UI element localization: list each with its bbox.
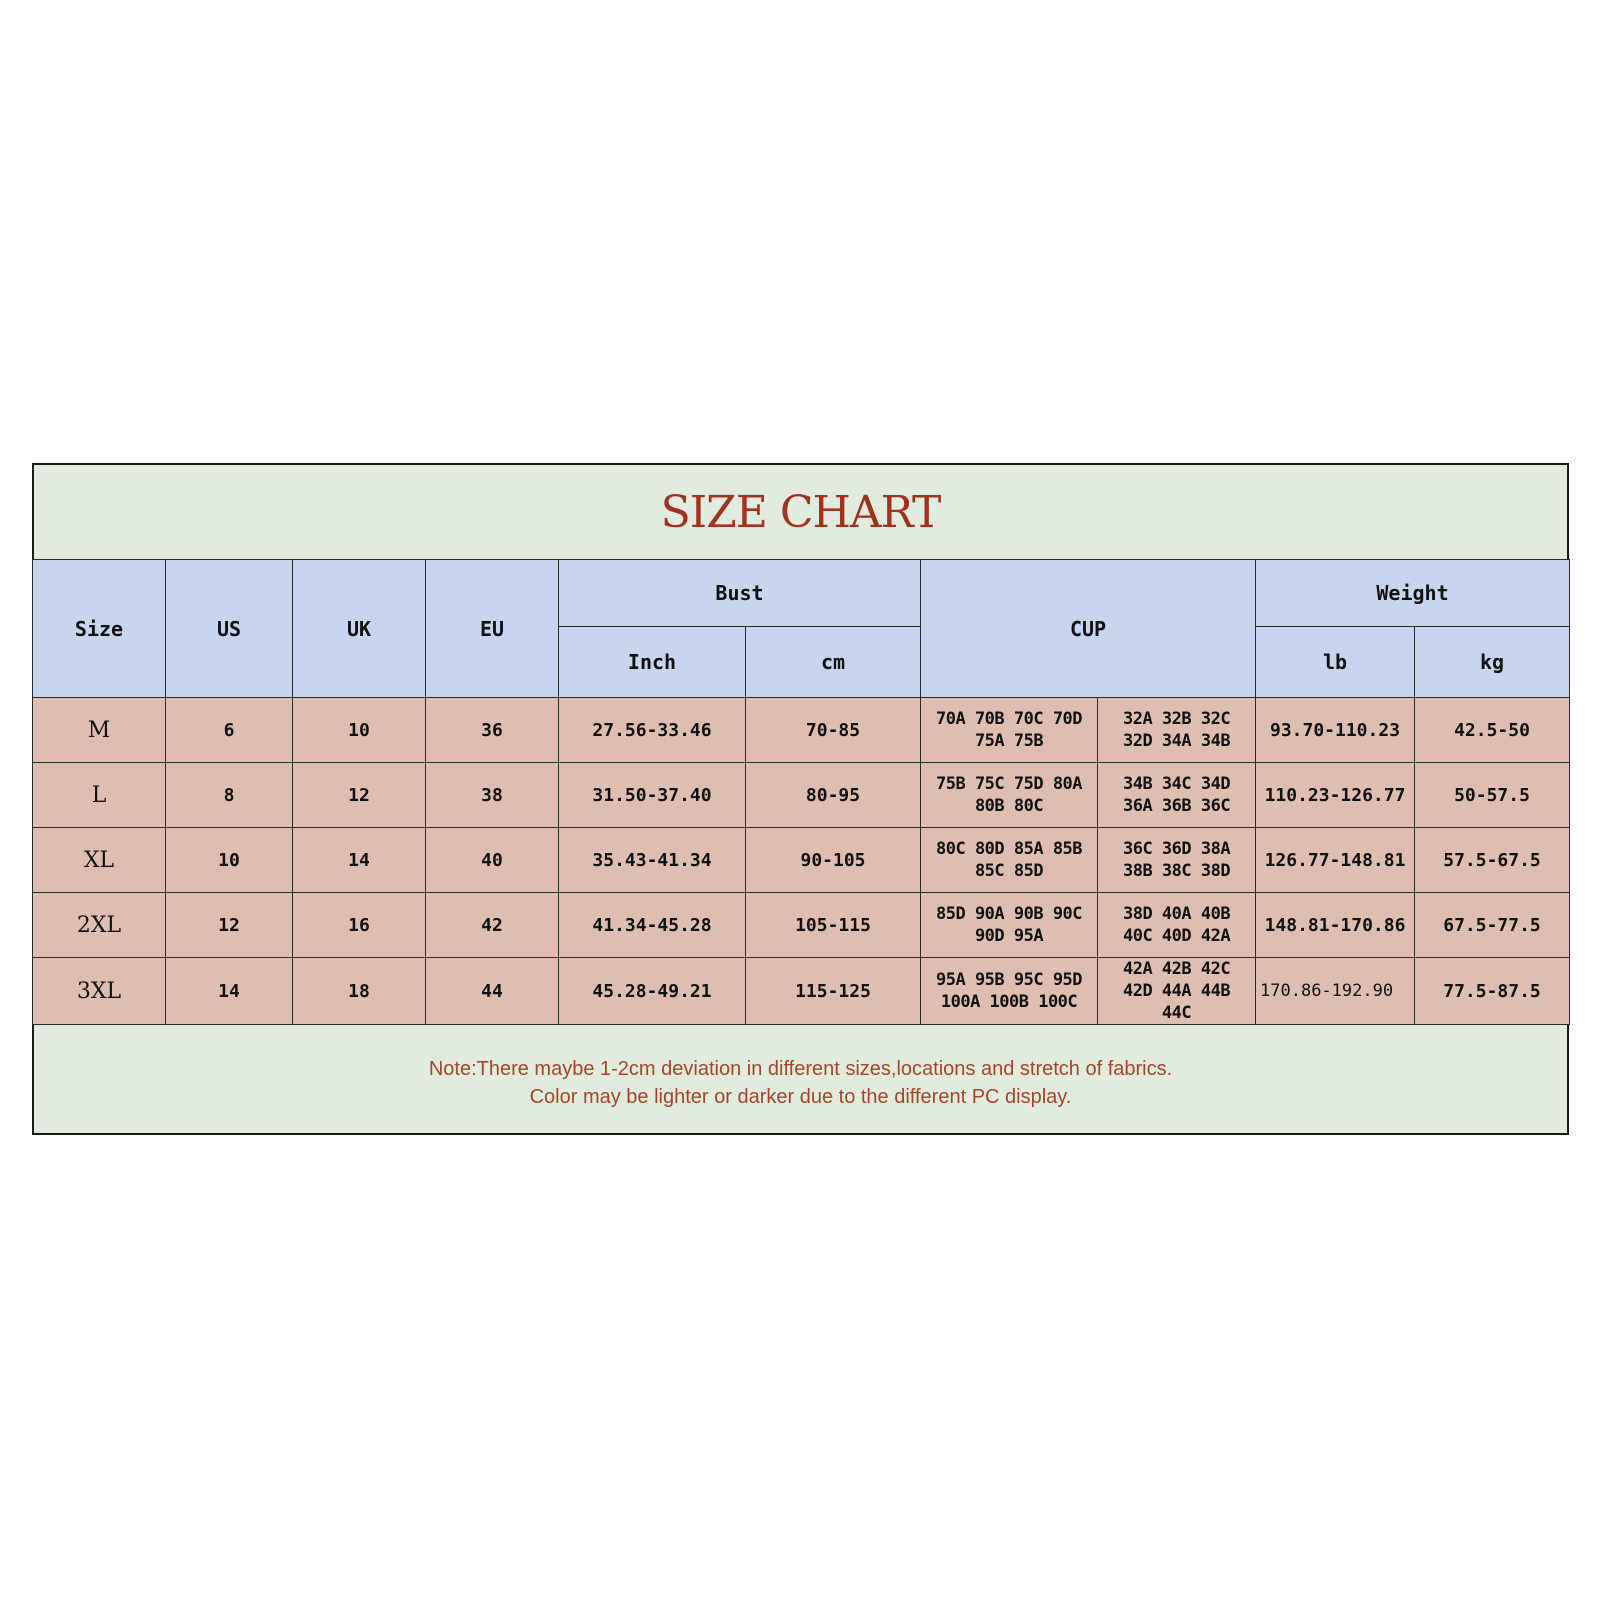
cell-uk: 10	[293, 698, 426, 763]
cell-bust-inch: 31.50-37.40	[559, 763, 746, 828]
table-row	[33, 763, 1570, 828]
cup-line: 42A 42B 42C	[1122, 959, 1231, 979]
cell-cup-eu	[921, 698, 1098, 763]
cup-line: 32A 32B 32C	[1122, 709, 1231, 729]
size-table	[32, 559, 1570, 1025]
header-weight-lb: lb	[1256, 627, 1415, 698]
cup-line: 36A 36B 36C	[1122, 796, 1231, 816]
note-area	[34, 1031, 1567, 1135]
size-chart	[32, 463, 1569, 1135]
table-row	[33, 958, 1570, 1025]
cup-line: 38B 38C 38D	[1122, 861, 1231, 881]
cell-eu: 40	[426, 828, 559, 893]
cell-eu: 36	[426, 698, 559, 763]
cell-size: L	[33, 763, 166, 828]
note-line: Note:There maybe 1-2cm deviation in different sizes,locations and stretch of fabrics.	[428, 1058, 1173, 1080]
cup-line: 90D 95A	[974, 926, 1044, 946]
cup-line: 75A 75B	[974, 731, 1044, 751]
cell-us: 8	[166, 763, 293, 828]
cell-cup-us	[1098, 893, 1256, 958]
cell-cup-us	[1098, 958, 1256, 1025]
header-cup: CUP	[921, 560, 1256, 698]
cell-cup-eu	[921, 763, 1098, 828]
cell-bust-inch: 35.43-41.34	[559, 828, 746, 893]
cell-us: 12	[166, 893, 293, 958]
cell-bust-inch: 41.34-45.28	[559, 893, 746, 958]
cup-line: 36C 36D 38A	[1122, 839, 1231, 859]
header-weight-kg: kg	[1415, 627, 1570, 698]
cup-line: 70A 70B 70C 70D	[936, 709, 1083, 729]
cell-weight-kg: 67.5-77.5	[1415, 893, 1570, 958]
chart-title: SIZE CHART	[660, 486, 941, 538]
table-row	[33, 698, 1570, 763]
header-size: Size	[33, 560, 166, 698]
header-us: US	[166, 560, 293, 698]
header-uk: UK	[293, 560, 426, 698]
cell-us: 6	[166, 698, 293, 763]
cup-line: 34B 34C 34D	[1122, 774, 1231, 794]
cell-size: M	[33, 698, 166, 763]
cell-bust-cm: 90-105	[746, 828, 921, 893]
cell-weight-kg: 50-57.5	[1415, 763, 1570, 828]
cell-weight-kg: 42.5-50	[1415, 698, 1570, 763]
cup-line: 80B 80C	[974, 796, 1044, 816]
cup-line: 40C 40D 42A	[1122, 926, 1231, 946]
cup-line: 80C 80D 85A 85B	[936, 839, 1083, 859]
cell-cup-eu	[921, 828, 1098, 893]
cell-cup-us	[1098, 763, 1256, 828]
cup-line: 32D 34A 34B	[1122, 731, 1231, 751]
cup-line: 95A 95B 95C 95D	[936, 970, 1083, 990]
cell-us: 14	[166, 958, 293, 1025]
cup-line: 75B 75C 75D 80A	[936, 774, 1083, 794]
table-row	[33, 828, 1570, 893]
cup-line: 44C	[1161, 1003, 1192, 1023]
cell-weight-lb: 170.86-192.90	[1256, 958, 1415, 1025]
cell-uk: 12	[293, 763, 426, 828]
cell-eu: 38	[426, 763, 559, 828]
cup-line: 100A 100B 100C	[940, 992, 1078, 1012]
cell-weight-lb: 110.23-126.77	[1256, 763, 1415, 828]
cell-bust-inch: 45.28-49.21	[559, 958, 746, 1025]
cell-bust-cm: 80-95	[746, 763, 921, 828]
cell-eu: 44	[426, 958, 559, 1025]
cell-weight-kg: 57.5-67.5	[1415, 828, 1570, 893]
cell-us: 10	[166, 828, 293, 893]
cell-cup-eu	[921, 958, 1098, 1025]
header-bust-inch: Inch	[559, 627, 746, 698]
header-row-top	[33, 560, 1570, 627]
cell-size: 3XL	[33, 958, 166, 1025]
cup-line: 38D 40A 40B	[1122, 904, 1231, 924]
cell-bust-cm: 105-115	[746, 893, 921, 958]
note-line: Color may be lighter or darker due to the different PC display.	[529, 1086, 1072, 1108]
header-bust-cm: cm	[746, 627, 921, 698]
cell-uk: 14	[293, 828, 426, 893]
cell-bust-inch: 27.56-33.46	[559, 698, 746, 763]
cell-bust-cm: 70-85	[746, 698, 921, 763]
header-eu: EU	[426, 560, 559, 698]
cell-weight-lb: 93.70-110.23	[1256, 698, 1415, 763]
cell-cup-us	[1098, 698, 1256, 763]
cell-bust-cm: 115-125	[746, 958, 921, 1025]
cell-cup-eu	[921, 893, 1098, 958]
cell-size: 2XL	[33, 893, 166, 958]
cup-line: 85C 85D	[974, 861, 1044, 881]
cup-line: 85D 90A 90B 90C	[936, 904, 1083, 924]
cell-weight-kg: 77.5-87.5	[1415, 958, 1570, 1025]
table-header	[33, 560, 1570, 698]
cup-line: 42D 44A 44B	[1122, 981, 1231, 1001]
header-weight: Weight	[1256, 560, 1570, 627]
cell-weight-lb: 126.77-148.81	[1256, 828, 1415, 893]
header-bust: Bust	[559, 560, 921, 627]
cell-size: XL	[33, 828, 166, 893]
cell-uk: 18	[293, 958, 426, 1025]
cell-weight-lb: 148.81-170.86	[1256, 893, 1415, 958]
cell-cup-us	[1098, 828, 1256, 893]
table-body	[33, 698, 1570, 1025]
cell-eu: 42	[426, 893, 559, 958]
table-row	[33, 893, 1570, 958]
cell-uk: 16	[293, 893, 426, 958]
